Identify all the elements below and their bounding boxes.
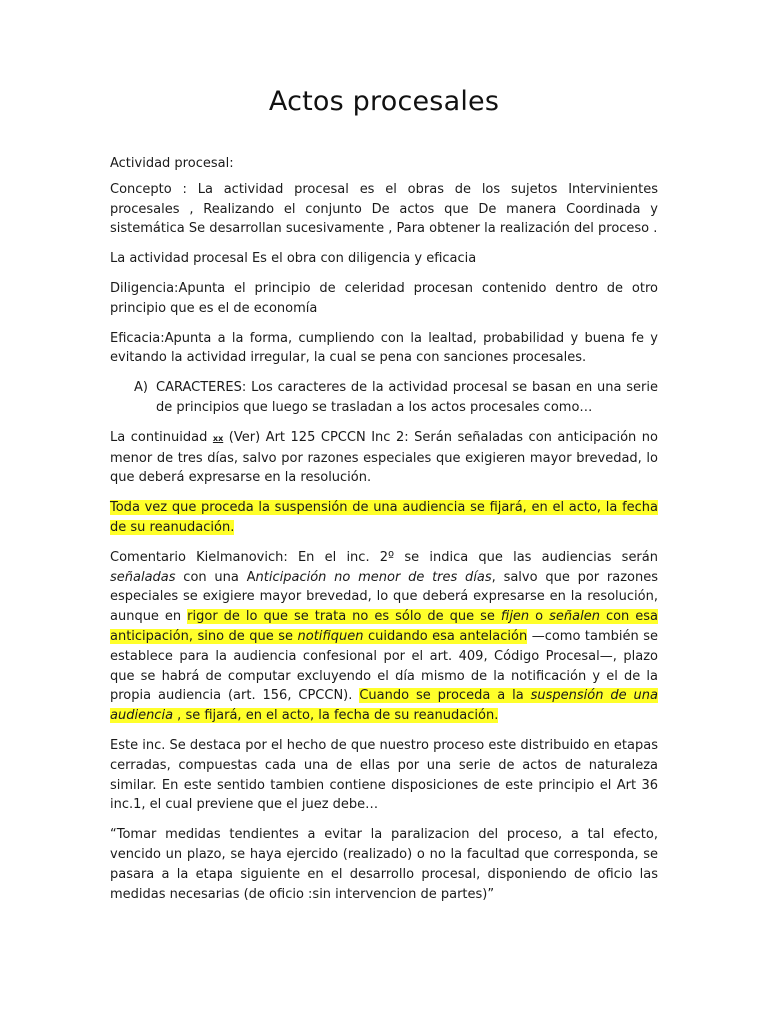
list-item-caracteres (110, 378, 658, 418)
comentario-highlight-1: rigor de lo que se trata no es sólo de que se (187, 609, 501, 625)
comentario-text-1: Comentario Kielmanovich: En el inc. 2º se indica que las audiencias serán (110, 549, 658, 565)
comentario-text-3: , salvo que por razones especiales se exigiere mayor brevedad, lo que deberá expresarse en la resolución, aunque en (110, 569, 658, 625)
continuidad-mark: xx (212, 433, 224, 443)
heading-actividad-procesal: Actividad procesal: (110, 156, 234, 171)
comentario-highlight-2: o (529, 609, 550, 625)
comentario-highlight-italic-5: suspensión de una audiencia (110, 688, 659, 724)
comentario-highlight-italic-2: señalen (549, 609, 600, 625)
paragraph-este-inc: Este inc. Se destaca por el hecho de que nuestro proceso este distribuido en etapas cerradas, compuestas cada una de ellas por una serie de actos de naturaleza similar. En este sentido tambien contiene disposiciones de este principio el Art 36 inc.1, el cual previene que el juez debe… (110, 737, 658, 813)
document-body (110, 154, 658, 914)
comentario-highlight-5: Cuando se proceda a la (359, 688, 531, 704)
comentario-highlight-italic-3: notifiquen (297, 628, 364, 644)
comentario-italic-2: nticipación no menor de tres días (255, 569, 492, 585)
paragraph-tomar-medidas: “Tomar medidas tendientes a evitar la paralizacion del proceso, a tal efecto, vencido un plazo, se haya ejercido (realizado) o no la facultad que corresponda, se pasara a la etapa siguiente en el desarrollo procesal, disponiendo de oficio las medidas necesarias (de oficio :sin intervencion de partes)” (110, 827, 658, 902)
comentario-italic-1: señaladas (110, 569, 176, 585)
paragraph-comentario (110, 548, 658, 726)
paragraph-concepto: Concepto : La actividad procesal es el obras de los sujetos Intervinientes procesales , Realizando el conjunto De actos que De manera Coordinada y sistemática Se desarrollan sucesivamente , Para obtener la realización del proceso . (110, 181, 658, 237)
comentario-text-4: —como también se establece para la audiencia confesional por el art. 409, Código Procesal—, plazo que se habrá de computar excluyendo el día mismo de la notificación y el de la propia audiencia (art. 156, CPCCN). (110, 628, 658, 704)
list-marker: A) (134, 380, 148, 396)
paragraph-eficacia: Eficacia:Apunta a la forma, cumpliendo con la lealtad, probabilidad y buena fe y evitando la actividad irregular, la cual se pena con sanciones procesales. (110, 330, 658, 366)
comentario-highlight-3: con esa anticipación, sino de que se (110, 609, 659, 644)
document-page (110, 0, 658, 1024)
continuidad-lead: La continuidad (110, 429, 208, 445)
document-title: Actos procesales (268, 86, 500, 117)
paragraph-diligencia: Diligencia:Apunta el principio de celeridad procesan contenido dentro de otro principio que es el de economía (110, 280, 658, 316)
paragraph-continuidad (110, 428, 658, 488)
comentario-highlight-4: cuidando esa antelación (363, 628, 528, 644)
comentario-highlight-6: , se fijará, en el acto, la fecha de su reanudación. (173, 708, 499, 724)
comentario-highlight-italic-1: fijen (500, 609, 530, 625)
paragraph-toda-vez (110, 498, 658, 538)
paragraph-obra: La actividad procesal Es el obra con diligencia y eficacia (110, 251, 477, 267)
comentario-text-2: con una A (175, 569, 256, 585)
highlighted-text: Toda vez que proceda la suspensión de una audiencia se fijará, en el acto, la fecha de su reanudación. (110, 500, 658, 535)
list-item-text: CARACTERES: Los caracteres de la actividad procesal se basan en una serie de principios que luego se trasladan a los actos procesales como… (156, 380, 658, 415)
continuidad-rest: (Ver) Art 125 CPCCN Inc 2: Serán señaladas con anticipación no menor de tres días, salvo por razones especiales que exigieren mayor brevedad, lo que deberá expresarse en la resolución. (110, 429, 659, 486)
